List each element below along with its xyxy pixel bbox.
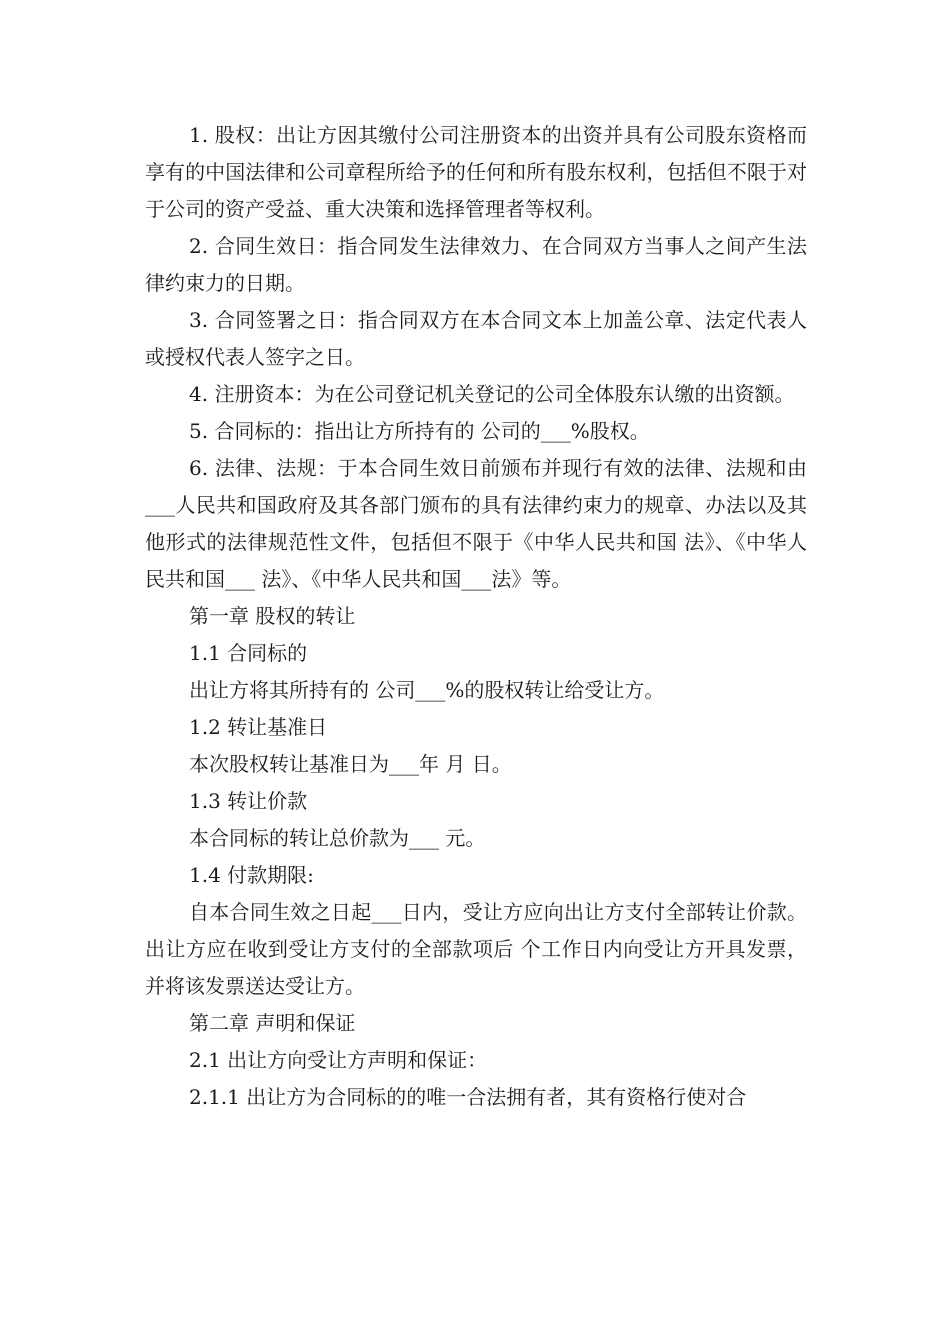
section-1-2-heading: 1.2 转让基准日 — [189, 715, 328, 739]
section-2-1-heading: 2.1 出让方向受让方声明和保证： — [189, 1048, 488, 1072]
definition-signing-date: 3. 合同签署之日：指合同双方在本合同文本上加盖公章、法定代表人或授权代表人签字之日。 — [145, 308, 807, 369]
section-2-1-1-body: 2.1.1 出让方为合同标的的唯一合法拥有者，其有资格行使对合 — [189, 1085, 747, 1109]
section-1-4-heading: 1.4 付款期限: — [189, 863, 314, 887]
chapter-two-heading: 第二章 声明和保证 — [189, 1011, 356, 1035]
definition-contract-subject: 5. 合同标的：指出让方所持有的 公司的___%股权。 — [189, 419, 650, 443]
section-1-2-body: 本次股权转让基准日为___年 月 日。 — [189, 752, 512, 776]
section-1-4-body: 自本合同生效之日起___日内，受让方应向出让方支付全部转让价款。出让方应在收到受让方支付的全部款项后 个工作日内向受让方开具发票，并将该发票送达受让方。 — [145, 900, 807, 998]
section-1-3-heading: 1.3 转让价款 — [189, 789, 308, 813]
chapter-one-heading: 第一章 股权的转让 — [189, 604, 356, 628]
definition-equity: 1. 股权：出让方因其缴付公司注册资本的出资并具有公司股东资格而享有的中国法律和公司章程所给予的任何和所有股东权利，包括但不限于对于公司的资产受益、重大决策和选择管理者等权利。 — [145, 123, 807, 221]
definition-effective-date: 2. 合同生效日：指合同发生法律效力、在合同双方当事人之间产生法律约束力的日期。 — [145, 234, 807, 295]
document-body — [145, 117, 807, 1116]
section-1-1-heading: 1.1 合同标的 — [189, 641, 308, 665]
definition-registered-capital: 4. 注册资本：为在公司登记机关登记的公司全体股东认缴的出资额。 — [189, 382, 795, 406]
section-1-3-body: 本合同标的转让总价款为___ 元。 — [189, 826, 486, 850]
section-1-1-body: 出让方将其所持有的 公司___%的股权转让给受让方。 — [189, 678, 665, 702]
definition-laws-regulations: 6. 法律、法规：于本合同生效日前颁布并现行有效的法律、法规和由___人民共和国政府及其各部门颁布的具有法律约束力的规章、办法以及其他形式的法律规范性文件，包括但不限于《中华人民共和国 法》、《中华人民共和国___ 法》、《中华人民共和国___法》等。 — [145, 456, 807, 591]
